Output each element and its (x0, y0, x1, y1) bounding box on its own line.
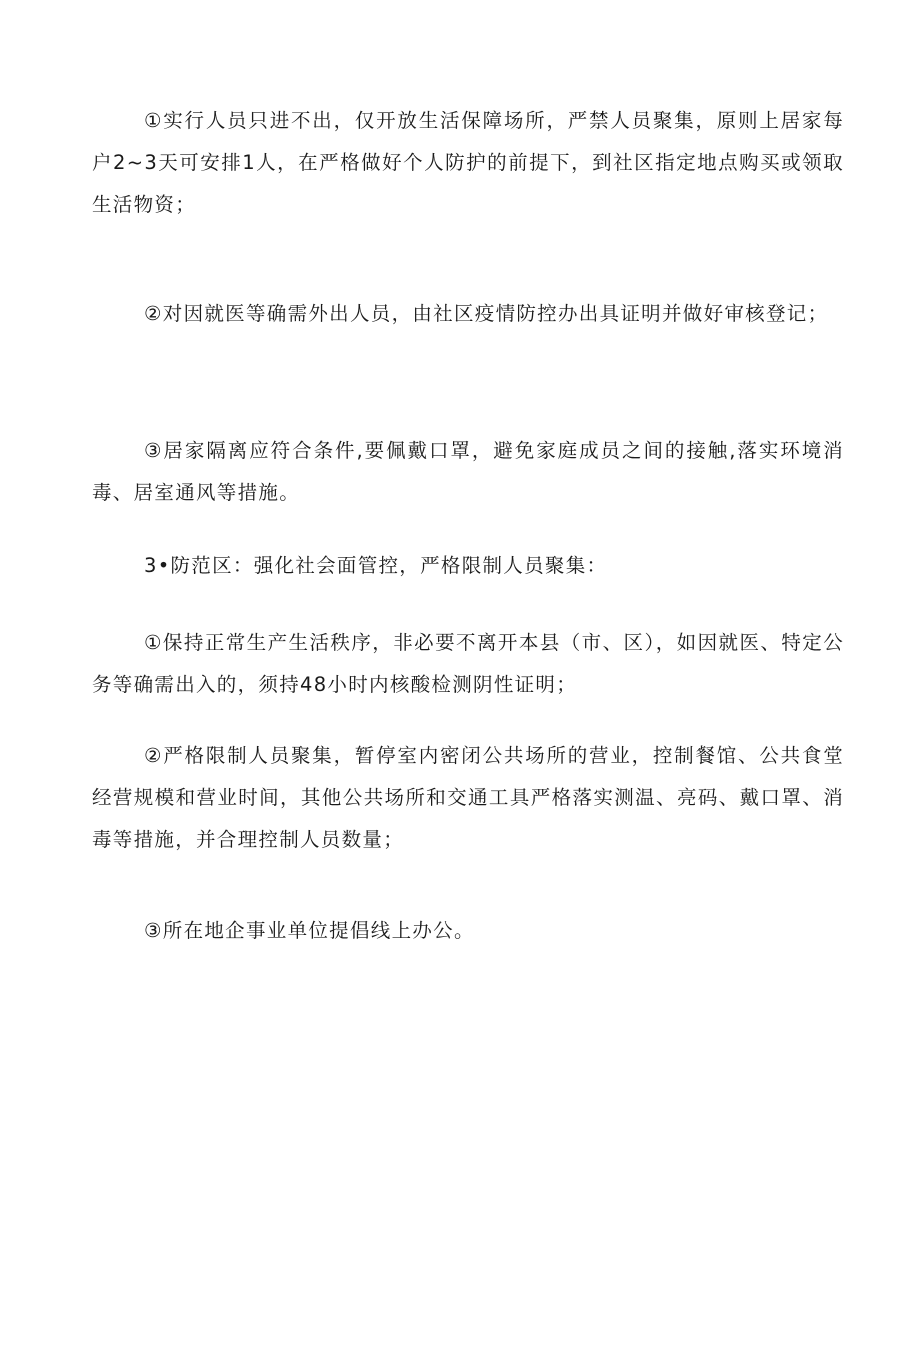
paragraph-gathering-limits: ②严格限制人员聚集，暂停室内密闭公共场所的营业，控制餐馆、公共食堂经营规模和营业时间，其他公共场所和交通工具严格落实测温、亮码、戴口罩、消毒等措施，并合理控制人员数量； (92, 744, 844, 851)
paragraph-lockdown-rules: ①实行人员只进不出，仅开放生活保障场所，严禁人员聚集，原则上居家每户2~3天可安排1人，在严格做好个人防护的前提下，到社区指定地点购买或领取生活物资； (92, 109, 844, 216)
paragraph-normal-order: ①保持正常生产生活秩序，非必要不离开本县（市、区），如因就医、特定公务等确需出入的，须持48小时内核酸检测阴性证明； (92, 631, 844, 696)
paragraph-online-office: ③所在地企事业单位提倡线上办公。 (144, 919, 475, 942)
paragraph-medical-exit: ②对因就医等确需外出人员，由社区疫情防控办出具证明并做好审核登记； (144, 302, 829, 325)
paragraph-home-isolation: ③居家隔离应符合条件,要佩戴口罩，避免家庭成员之间的接触,落实环境消毒、居室通风等措施。 (92, 439, 844, 504)
section-heading-prevention-zone: 3•防范区：强化社会面管控，严格限制人员聚集： (144, 554, 608, 577)
